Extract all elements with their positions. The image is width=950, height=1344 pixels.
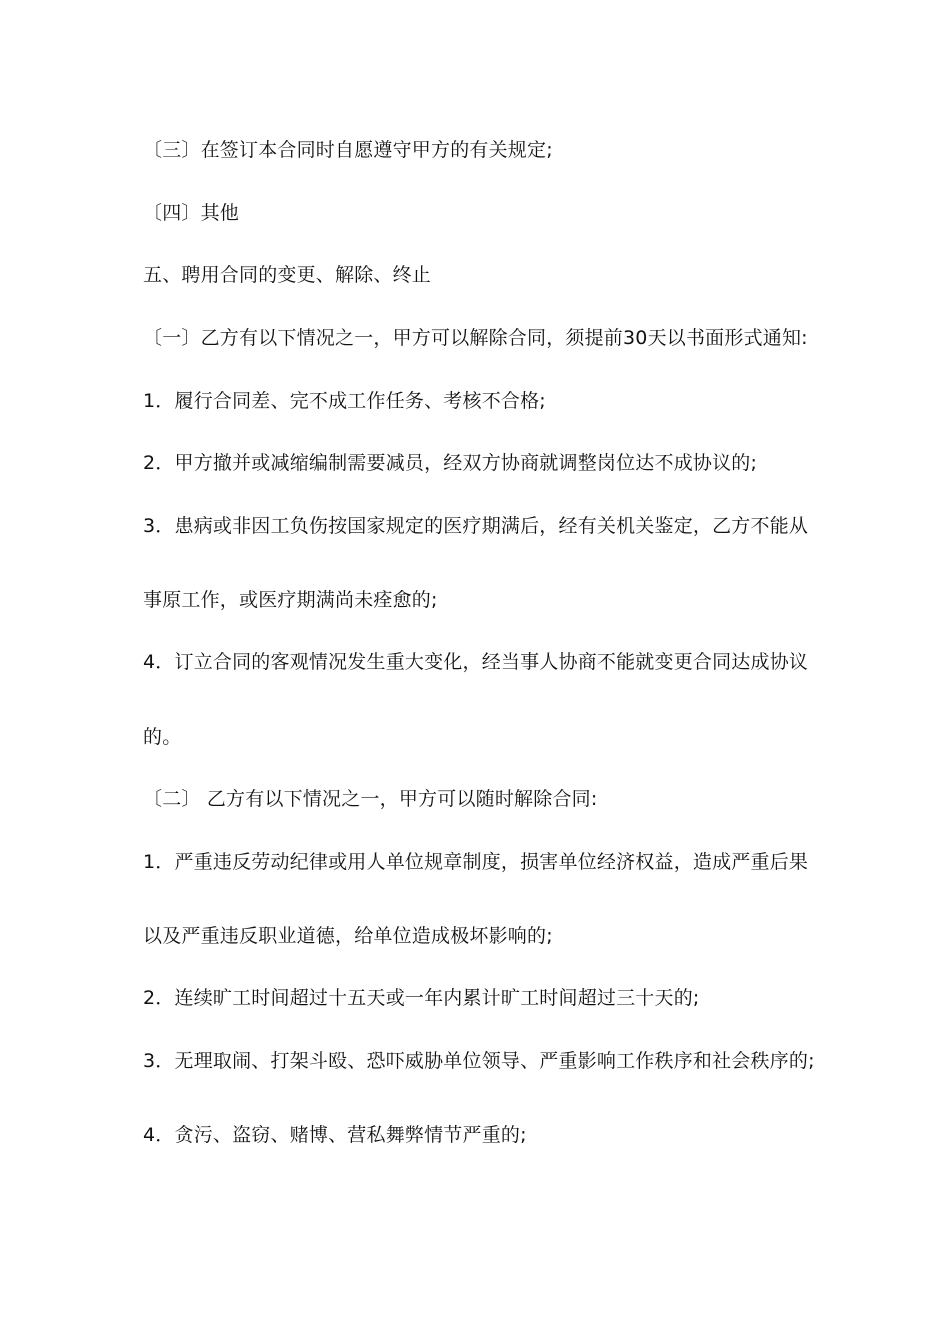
clause-three-text: 〔三〕在签订本合同时自愿遵守甲方的有关规定; xyxy=(143,139,553,161)
list-item-3: 3．患病或非因工负伤按国家规定的医疗期满后，经有关机关鉴定，乙方不能从 xyxy=(143,515,809,537)
subsection-two-text: 〔二〕 乙方有以下情况之一，甲方可以随时解除合同: xyxy=(143,788,598,810)
list-item-3-continuation: 事原工作，或医疗期满尚未痊愈的; xyxy=(143,589,438,611)
list-item-1: 1．履行合同差、完不成工作任务、考核不合格; xyxy=(143,390,546,412)
list-item-4: 4．订立合同的客观情况发生重大变化，经当事人协商不能就变更合同达成协议 xyxy=(143,651,809,673)
list-item-3-b: 3．无理取闹、打架斗殴、恐吓威胁单位领导、严重影响工作秩序和社会秩序的; xyxy=(143,1050,815,1072)
list-item-1-b: 1．严重违反劳动纪律或用人单位规章制度，损害单位经济权益，造成严重后果 xyxy=(143,851,809,873)
list-item-4-b: 4．贪污、盗窃、赌博、营私舞弊情节严重的; xyxy=(143,1124,527,1146)
list-item-2: 2．甲方撤并或减缩编制需要减员，经双方协商就调整岗位达不成协议的; xyxy=(143,452,758,474)
section-five-heading: 五、聘用合同的变更、解除、终止 xyxy=(143,264,432,286)
list-item-1-b-continuation: 以及严重违反职业道德，给单位造成极坏影响的; xyxy=(143,925,553,947)
list-item-2-b: 2．连续旷工时间超过十五天或一年内累计旷工时间超过三十天的; xyxy=(143,987,700,1009)
subsection-one-text: 〔一〕乙方有以下情况之一，甲方可以解除合同，须提前30天以书面形式通知: xyxy=(143,327,808,349)
list-item-4-continuation: 的。 xyxy=(143,726,182,748)
clause-four-text: 〔四〕其他 xyxy=(143,202,240,224)
